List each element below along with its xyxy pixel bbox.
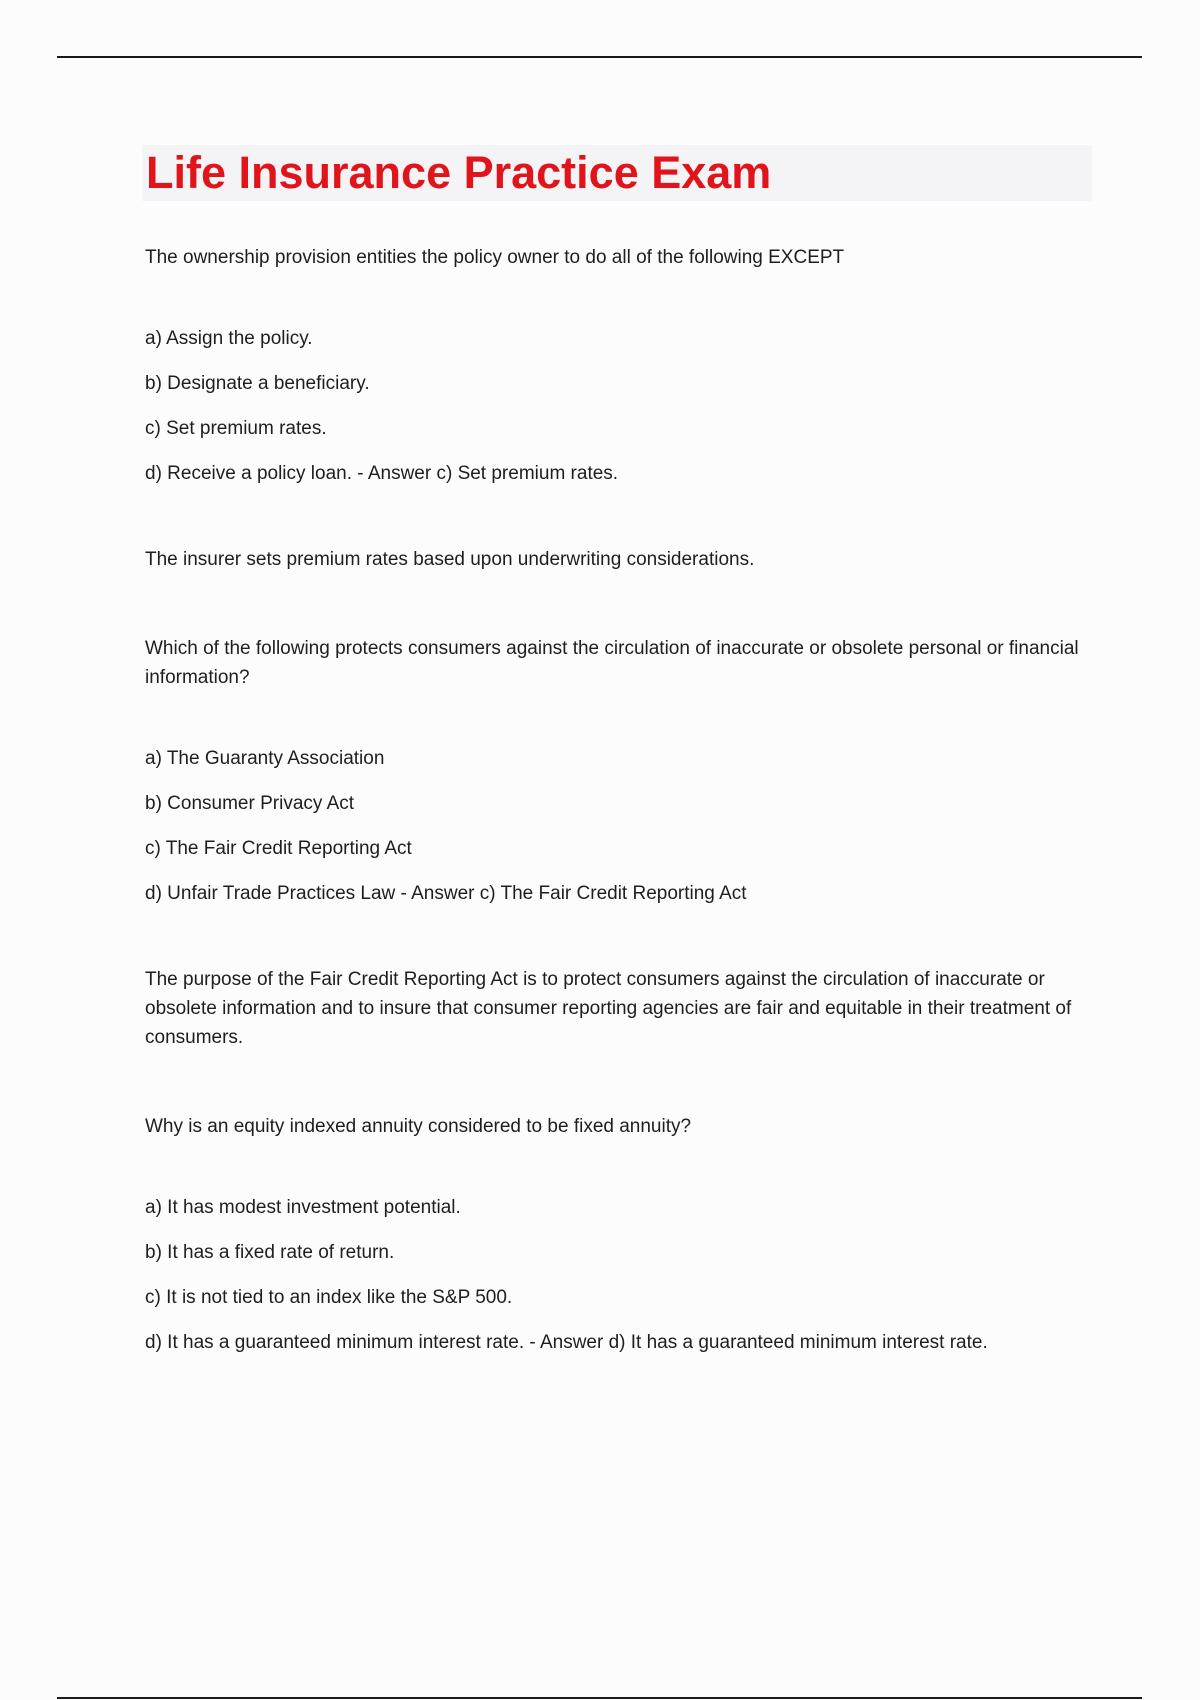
question-text: Why is an equity indexed annuity considered to be fixed annuity? xyxy=(145,1116,692,1137)
document-title: Life Insurance Practice Exam xyxy=(146,147,772,198)
question-text: Which of the following protects consumers against the circulation of inaccurate or obsolete personal or financial information? xyxy=(145,638,1079,688)
answer-option-with-answer: d) It has a guaranteed minimum interest rate. - Answer d) It has a guaranteed minimum interest rate. xyxy=(145,1332,988,1353)
question-block-3 xyxy=(145,1112,1095,1357)
question-block-2 xyxy=(145,634,1095,1052)
answer-option: a) Assign the policy. xyxy=(145,328,313,349)
answer-option-with-answer: d) Unfair Trade Practices Law - Answer c) The Fair Credit Reporting Act xyxy=(145,883,747,904)
answer-option: c) Set premium rates. xyxy=(145,418,327,439)
question-block-1 xyxy=(145,243,1095,574)
answer-option: c) The Fair Credit Reporting Act xyxy=(145,838,412,859)
answer-option: b) Consumer Privacy Act xyxy=(145,793,355,814)
answer-explanation: The insurer sets premium rates based upon underwriting considerations. xyxy=(145,549,755,570)
answer-option: b) Designate a beneficiary. xyxy=(145,373,370,394)
answer-option: a) The Guaranty Association xyxy=(145,748,385,769)
answer-option-with-answer: d) Receive a policy loan. - Answer c) Set premium rates. xyxy=(145,463,619,484)
answer-explanation: The purpose of the Fair Credit Reporting Act is to protect consumers against the circulation of inaccurate or obsolete information and to insure that consumer reporting agencies are fair and equitable in their treatment of consumers. xyxy=(145,969,1072,1048)
header-rule xyxy=(57,56,1142,58)
answer-option: a) It has modest investment potential. xyxy=(145,1197,461,1218)
footer-rule xyxy=(57,1697,1142,1699)
exam-content xyxy=(145,243,1095,1373)
answer-option: c) It is not tied to an index like the S&P 500. xyxy=(145,1287,513,1308)
answer-option: b) It has a fixed rate of return. xyxy=(145,1242,395,1263)
question-text: The ownership provision entities the policy owner to do all of the following EXCEPT xyxy=(145,247,845,268)
